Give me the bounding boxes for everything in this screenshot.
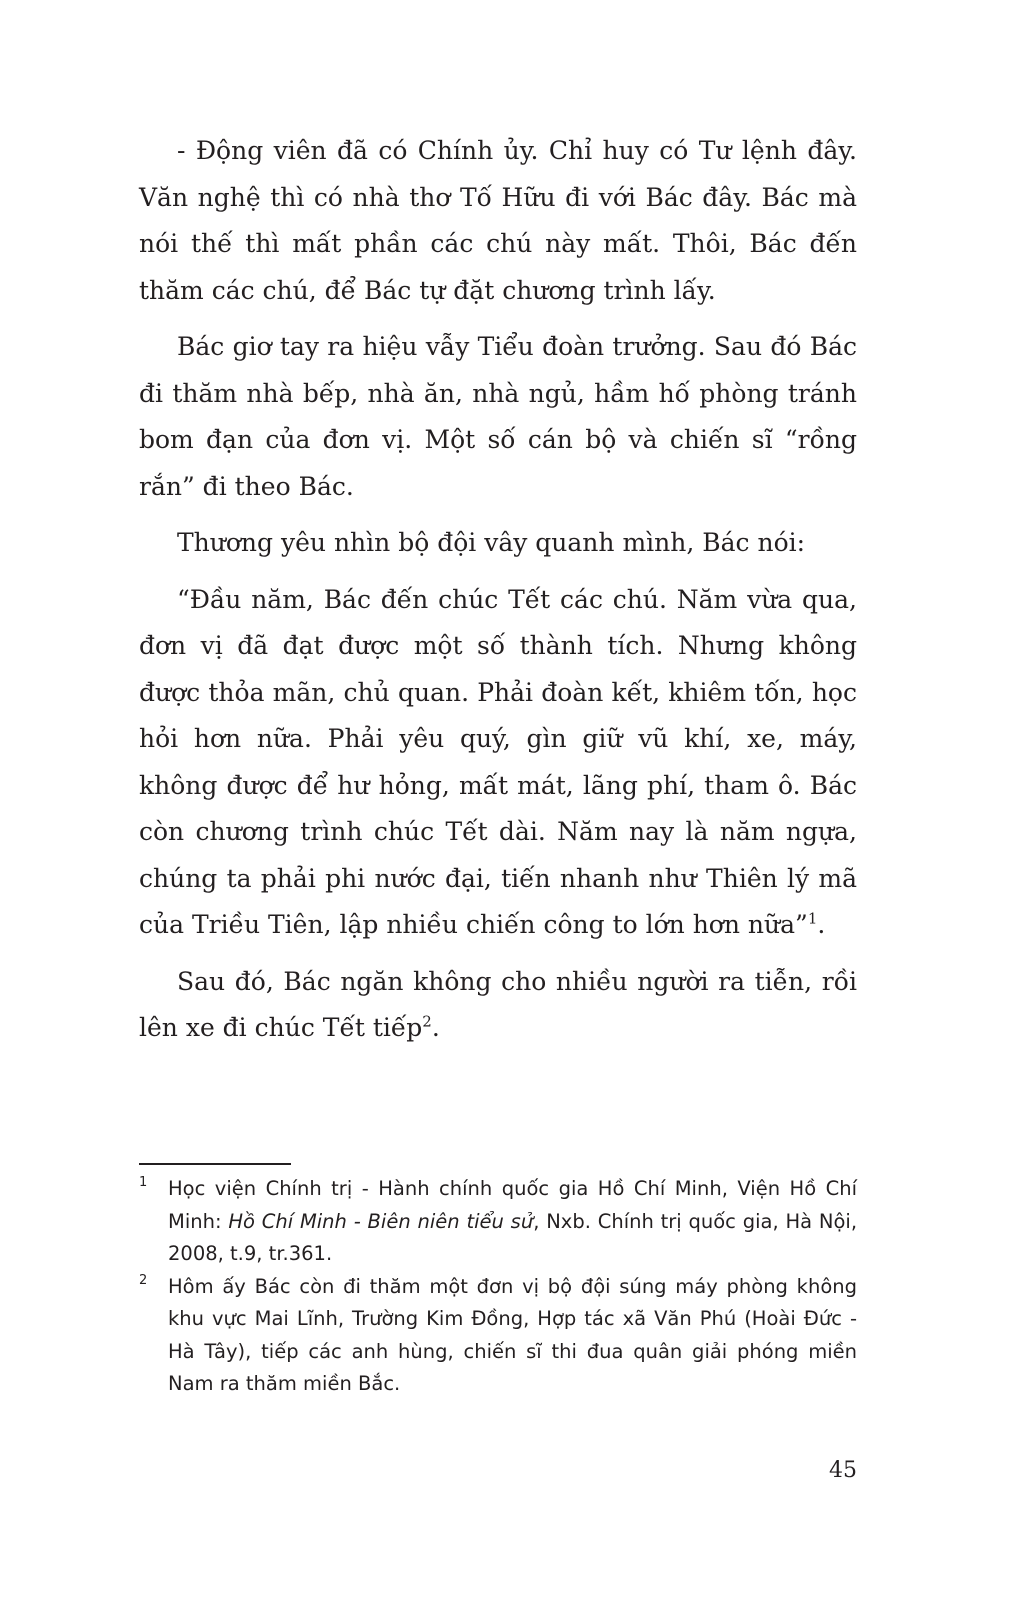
paragraph-3	[139, 520, 857, 567]
footnote-1-title: Hồ Chí Minh - Biên niên tiểu sử	[228, 1209, 534, 1233]
paragraph-2-text: Bác giơ tay ra hiệu vẫy Tiểu đoàn trưởng. Sau đó Bác đi thăm nhà bếp, nhà ăn, nhà ngủ, hầm hố phòng tránh bom đạn của đơn vị. Một số cán bộ và chiến sĩ “rồng rắn” đi theo Bác.	[139, 332, 857, 501]
footnote-divider	[139, 1163, 291, 1165]
footnote-ref-2[interactable]: 2	[422, 1012, 432, 1031]
paragraph-3-text: Thương yêu nhìn bộ đội vây quanh mình, Bác nói:	[177, 528, 806, 557]
page-number: 45	[829, 1458, 857, 1483]
footnote-1-mark: 1	[139, 1175, 148, 1190]
paragraph-4-text: “Đầu năm, Bác đến chúc Tết các chú. Năm vừa qua, đơn vị đã đạt được một số thành tích. Nhưng không được thỏa mãn, chủ quan. Phải đoàn kết, khiêm tốn, học hỏi hơn nữa. Phải yêu quý, gìn giữ vũ khí, xe, máy, không được để hư hỏng, mất mát, lãng phí, tham ô. Bác còn chương trình chúc Tết dài. Năm nay là năm ngựa, chúng ta phải phi nước đại, tiến nhanh như Thiên lý mã của Triều Tiên, lập nhiều chiến công to lớn hơn nữa”	[139, 584, 857, 939]
paragraph-2	[139, 324, 857, 510]
footnote-ref-1[interactable]: 1	[807, 909, 818, 928]
footnote-1-text	[168, 1173, 857, 1271]
paragraph-5-end: .	[431, 1013, 440, 1042]
footnote-2-mark: 2	[139, 1272, 148, 1288]
paragraph-1	[139, 128, 857, 314]
footnote-1	[139, 1173, 857, 1271]
footnote-1-text-before: Học viện Chính trị - Hành chính quốc gia Hồ Chí Minh, Viện Hồ Chí Minh:	[168, 1177, 857, 1233]
paragraph-1-text: - Động viên đã có Chính ủy. Chỉ huy có Tư lệnh đây. Văn nghệ thì có nhà thơ Tố Hữu đi với Bác đây. Bác mà nói thế thì mất phần các chú này mất. Thôi, Bác đến thăm các chú, để Bác tự đặt chương trình lấy.	[139, 136, 857, 305]
footnote-2	[139, 1271, 857, 1401]
paragraph-4-end: .	[817, 910, 826, 939]
paragraph-5	[139, 959, 857, 1052]
body-text	[139, 128, 857, 1062]
paragraph-4	[139, 577, 857, 949]
footnote-2-text: Hôm ấy Bác còn đi thăm một đơn vị bộ đội súng máy phòng không khu vực Mai Lĩnh, Trường Kim Đồng, Hợp tác xã Văn Phú (Hoài Đức - Hà Tây), tiếp các anh hùng, chiến sĩ thi đua quân giải phóng miền Nam ra thăm miền Bắc.	[168, 1274, 857, 1395]
paragraph-5-text: Sau đó, Bác ngăn không cho nhiều người ra tiễn, rồi lên xe đi chúc Tết tiếp	[139, 966, 857, 1042]
footnotes	[139, 1173, 857, 1401]
footnote-1-text-after: , Nxb. Chính trị quốc gia, Hà Nội, 2008, t.9, tr.361.	[168, 1209, 858, 1265]
